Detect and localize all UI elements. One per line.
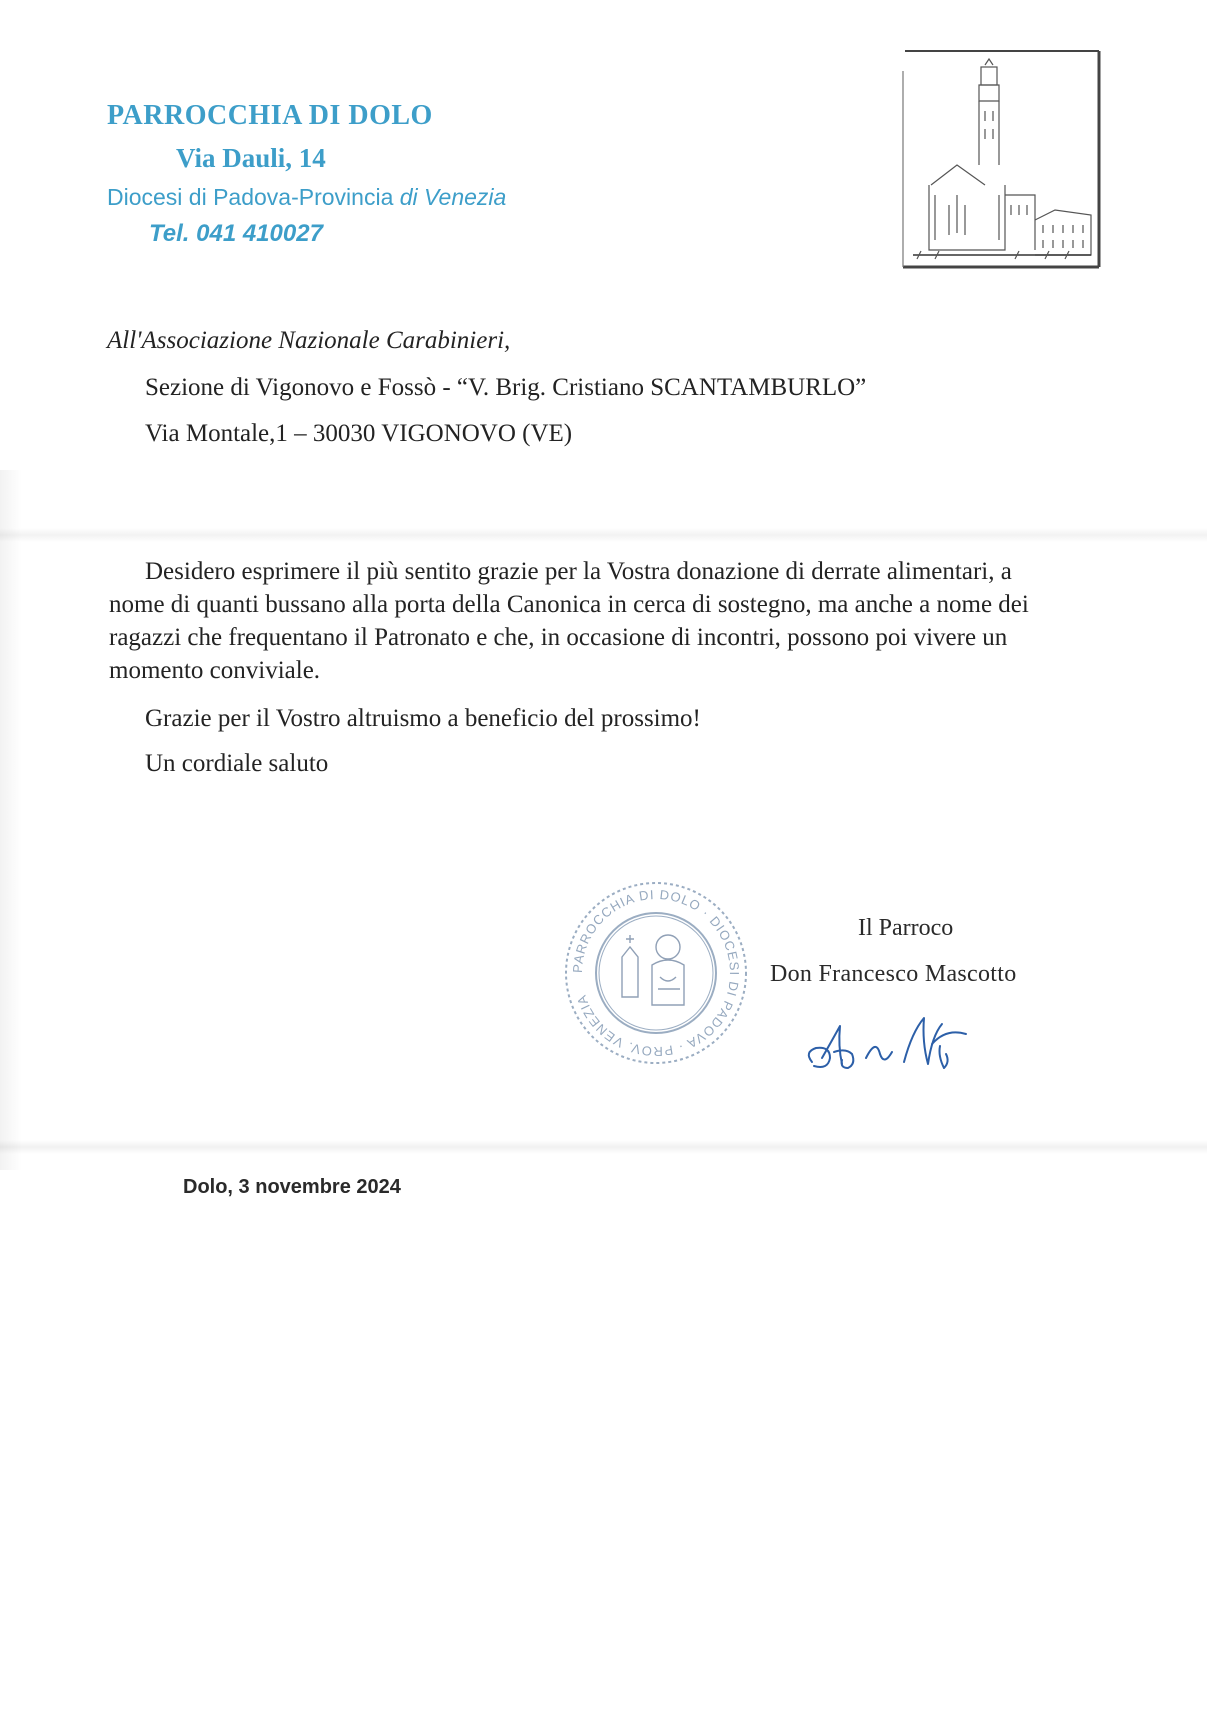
parish-phone: Tel. 041 410027 — [149, 220, 323, 247]
recipient-address: Via Montale,1 – 30030 VIGONOVO (VE) — [145, 420, 573, 447]
church-icon — [895, 45, 1101, 273]
parish-name: PARROCCHIA DI DOLO — [107, 100, 433, 131]
recipient-line: Sezione di Vigonovo e Fossò - “V. Brig. Cristiano SCANTAMBURLO” — [145, 374, 867, 401]
recipient-line: All'Associazione Nazionale Carabinieri, — [107, 327, 511, 354]
parish-seal — [560, 877, 752, 1069]
scan-edge-shadow — [0, 470, 22, 1170]
diocese-prefix: Diocesi di Padova-Provincia — [107, 184, 400, 210]
diocese-suffix: di Venezia — [399, 184, 507, 210]
letter-date: Dolo, 3 novembre 2024 — [183, 1176, 401, 1198]
closing-greeting: Un cordiale saluto — [145, 750, 329, 777]
paper-fold-line — [0, 528, 1207, 542]
parish-address: Via Dauli, 14 — [176, 143, 326, 173]
signatory-name: Don Francesco Mascotto — [770, 961, 1017, 987]
paper-fold-line — [0, 1140, 1207, 1154]
parish-diocese — [107, 184, 506, 211]
body-paragraph: Desidero esprimere il più sentito grazie per la Vostra donazione di derrate alimentari, a nome di quanti bussano alla porta della Canonica in cerca di sostegno, ma anche a nome dei ragazzi che frequentano il Patronato e che, in occasione di incontri, possono poi vivere un momento conviviale. — [109, 558, 1029, 684]
seal-text: PARROCCHIA DI DOLO · DIOCESI DI PADOVA · PROV. VENEZIA — [569, 886, 743, 1060]
signatory-title: Il Parroco — [858, 915, 954, 941]
handwritten-signature — [800, 1000, 1000, 1090]
body-paragraph: Grazie per il Vostro altruismo a beneficio del prossimo! — [145, 705, 701, 732]
